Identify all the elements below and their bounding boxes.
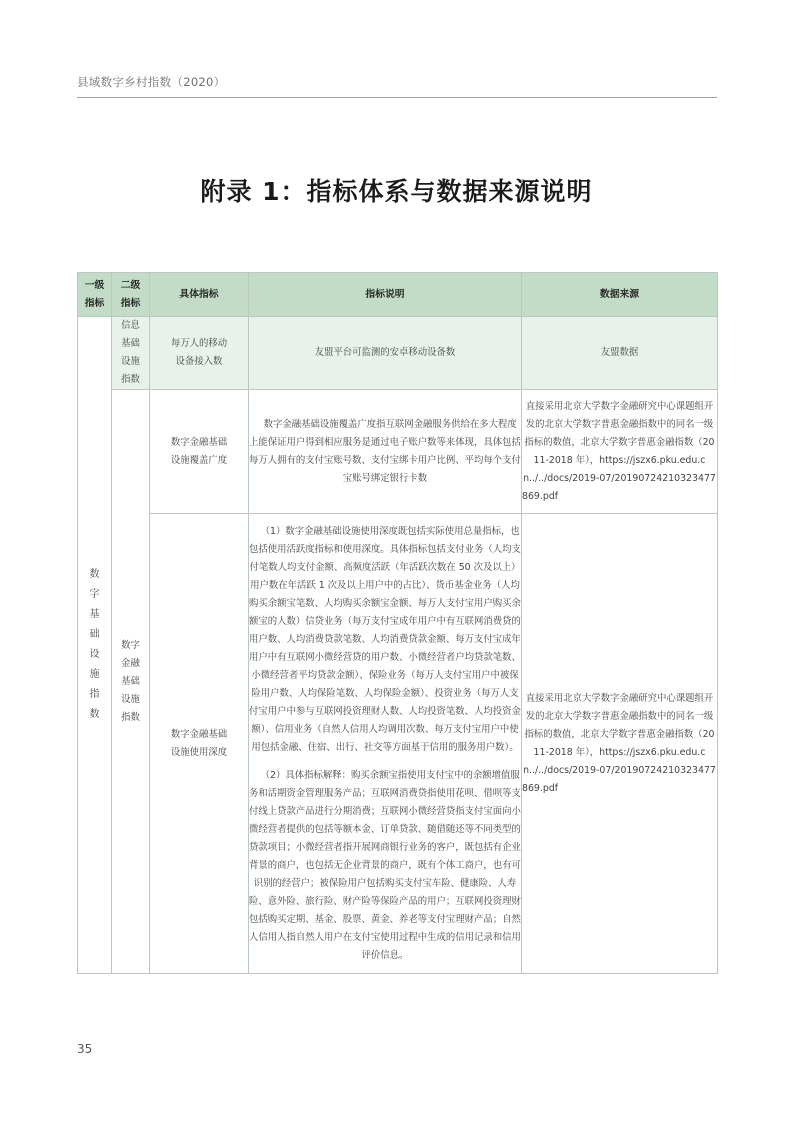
indicator-coverage: 数字金融基础设施覆盖广度: [170, 436, 228, 466]
column-header-source: 数据来源: [522, 273, 718, 317]
level2-cell-finance: [112, 390, 150, 974]
column-header-level1-label: 一级指标: [84, 279, 105, 309]
table-row-coverage: [78, 390, 718, 514]
source-cell-depth: 直接采用北京大学数字金融研究中心课题组开发的北京大学数字普惠金融指数中的同名一级指标的数值，北京大学数字普惠金融指数（2011-2018 年），https://jszx6.pku.edu.cn../../docs/2019-07/20190724210323477869.pdf: [522, 514, 718, 974]
indicator-table: [77, 272, 718, 974]
indicator-cell-depth: [150, 514, 249, 974]
explanation-depth-part1: （1）数字金融基础设施使用深度既包括实际使用总量指标，也包括使用活跃度指标和使用深度。具体指标包括支付业务（人均支付笔数人均支付金额、高频度活跃（年活跃次数在 50 次及以上）用户数在年活跃 1 次及以上用户中的占比）、货币基金业务（人均购买余额宝笔数、人均购买余额宝金额、每万人支付宝用户购买余额宝的人数）信贷业务（每万支付宝成年用户中有互联网消费贷的用户数、人均消费贷款笔数、人均消费贷款金额、每万支付宝成年用户中有互联网小微经营贷的用户数、小微经营者户均贷款笔数、小微经营者平均贷款金额）、保险业务（每万人支付宝用户中被保险用户数、人均保险笔数、人均保险金额）、投资业务（每万人支付宝用户中参与互联网投资理财人数、人均投资笔数、人均投资金额）、信用业务（自然人信用人均调用次数、每万支付宝用户中使用包括金融、住宿、出行、社交等方面基于信用的服务用户数）。: [249, 525, 521, 753]
explanation-cell-mobile: 友盟平台可监测的安卓移动设备数: [249, 317, 522, 390]
page-number: 35: [77, 1042, 93, 1056]
indicator-cell-mobile: [150, 317, 249, 390]
header-rule: [77, 97, 717, 98]
indicator-depth: 数字金融基础设施使用深度: [170, 728, 228, 758]
table-row-depth: [78, 514, 718, 974]
column-header-explanation: 指标说明: [249, 273, 522, 317]
column-header-level2-label: 二级指标: [120, 279, 141, 309]
running-header: 县域数字乡村指数（2020）: [77, 75, 226, 89]
explanation-depth-part2: （2）具体指标解释：购买余额宝指使用支付宝中的余额增值服务和活期资金管理服务产品；互联网消费贷指使用花呗、借呗等支付线上贷款产品进行分期消费；互联网小微经营贷指支付宝面向小微经营者提供的包括等额本金、订单贷款、随借随还等不同类型的贷款项目；小微经营者指开展网商银行业务的客户，既包括有企业背景的商户，也包括无企业背景的商户，既有个体工商户，也有可识别的经营户；被保险用户包括购买支付宝车险、健康险、人寿险、意外险、旅行险、财产险等保险产品的用户；互联网投资理财包括购买定期、基金、股票、黄金、养老等支付宝理财产品；自然人信用人指自然人用户在支付宝使用过程中生成的信用记录和信用评价信息。: [249, 769, 521, 961]
explanation-cell-coverage: [249, 390, 522, 514]
source-cell-coverage: 直接采用北京大学数字金融研究中心课题组开发的北京大学数字普惠金融指数中的同名一级指标的数值，北京大学数字普惠金融指数（2011-2018 年），https://jszx6.pku.edu.cn../../docs/2019-07/20190724210323477869.pdf: [522, 390, 718, 514]
explanation-coverage: 数字金融基础设施覆盖广度指互联网金融服务供给在多大程度上能保证用户得到相应服务是通过电子账户数等来体现，具体包括每万人拥有的支付宝账号数、支付宝绑卡用户比例、平均每个支付宝账号绑定银行卡数: [249, 418, 521, 484]
source-cell-mobile: 友盟数据: [522, 317, 718, 390]
column-header-level1: [78, 273, 112, 317]
level2-cell-info: [112, 317, 150, 390]
table-row-mobile-devices: [78, 317, 718, 390]
level1-cell: [78, 317, 112, 974]
column-header-level2: [112, 273, 150, 317]
paragraph-gap: [249, 757, 521, 767]
level1-label: 数字基础设施指数: [89, 569, 100, 720]
explanation-cell-depth: [249, 514, 522, 974]
page-title: 附录 1：指标体系与数据来源说明: [200, 177, 593, 206]
table-header: [78, 273, 718, 317]
level2-label-info: 信息基础设施指数: [121, 320, 140, 385]
indicator-cell-coverage: [150, 390, 249, 514]
column-header-indicator: 具体指标: [150, 273, 249, 317]
indicator-mobile: 每万人的移动设备接入数: [170, 338, 228, 367]
level2-label-finance: 数字金融基础设施指数: [121, 639, 140, 723]
